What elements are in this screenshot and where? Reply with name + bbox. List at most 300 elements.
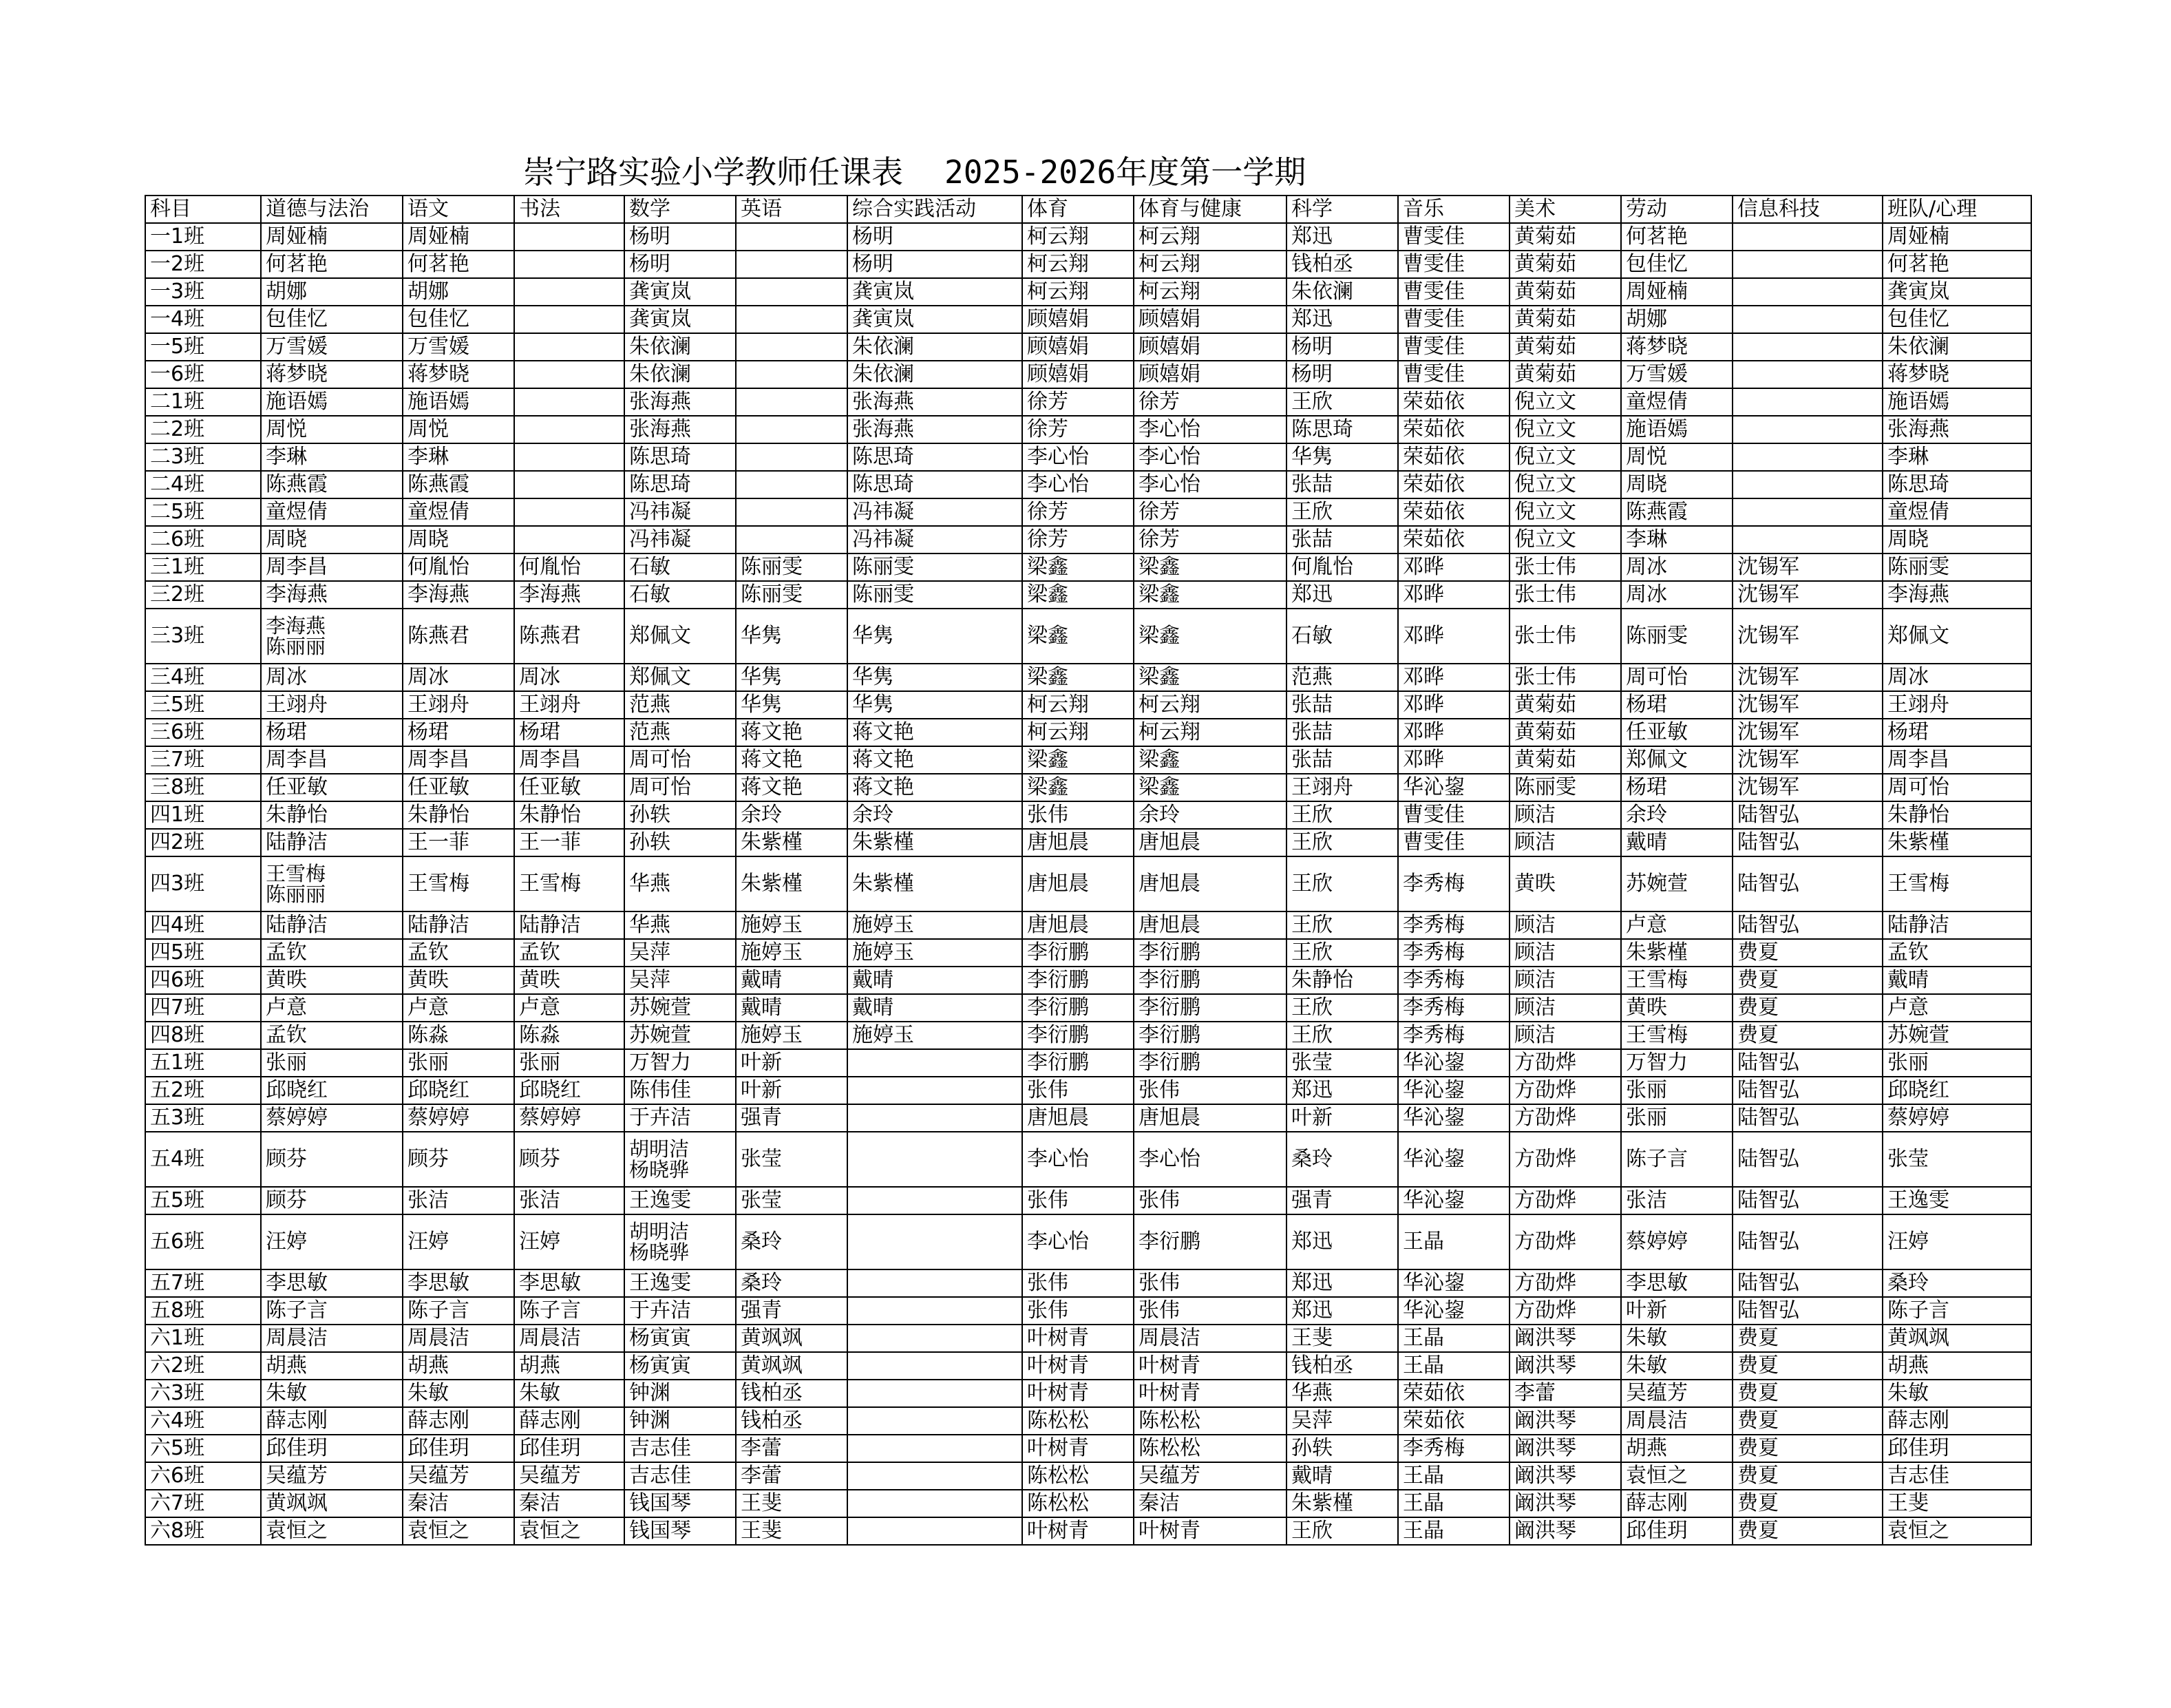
teacher-cell: 华隽 [736,691,847,719]
teacher-cell: 张丽 [514,1049,624,1077]
teacher-cell: 蒋梦晓 [403,361,514,388]
teacher-cell: 李秀梅 [1398,911,1510,939]
teacher-cell: 柯云翔 [1134,278,1286,306]
teacher-cell: 杨明 [1286,333,1398,361]
teacher-cell: 施语嫣 [1621,416,1733,443]
teacher-cell: 费夏 [1733,939,1883,967]
teacher-cell: 张喆 [1286,719,1398,746]
teacher-cell [514,388,624,416]
teacher-cell [736,388,847,416]
teacher-cell: 沈锡军 [1733,691,1883,719]
teacher-cell: 华隽 [736,664,847,691]
teacher-cell: 徐芳 [1134,388,1286,416]
teacher-cell: 陆智弘 [1733,1104,1883,1132]
teacher-cell: 王翊舟 [261,691,403,719]
class-name-cell: 六3班 [145,1380,261,1407]
teacher-cell: 戴晴 [736,967,847,994]
teacher-cell: 阚洪琴 [1510,1435,1621,1462]
teacher-cell: 施婷玉 [736,1022,847,1049]
teacher-cell [847,1435,1022,1462]
teacher-cell: 何胤怡 [514,553,624,581]
teacher-cell [847,1049,1022,1077]
teacher-cell: 柯云翔 [1134,691,1286,719]
teacher-cell: 曹雯佳 [1398,361,1510,388]
table-row [145,581,2031,609]
teacher-cell [1733,416,1883,443]
table-row [145,609,2031,664]
teacher-cell: 黄菊茹 [1510,223,1621,251]
teacher-cell [514,223,624,251]
teacher-cell: 陆智弘 [1733,1214,1883,1269]
teacher-cell: 倪立文 [1510,388,1621,416]
teacher-cell [514,471,624,498]
teacher-cell: 朱敏 [1621,1352,1733,1380]
class-name-cell: 四2班 [145,829,261,856]
table-row [145,306,2031,333]
class-name-cell: 二6班 [145,526,261,553]
teacher-cell: 唐旭晨 [1134,911,1286,939]
teacher-cell: 华隽 [847,609,1022,664]
teacher-cell: 王欣 [1286,498,1398,526]
teacher-cell: 王欣 [1286,801,1398,829]
teacher-cell [1733,333,1883,361]
teacher-cell: 华隽 [736,609,847,664]
teacher-cell: 余玲 [1134,801,1286,829]
column-header: 班队/心理 [1883,196,2031,223]
teacher-cell: 龚寅岚 [847,278,1022,306]
teacher-cell: 杨珺 [1621,774,1733,801]
teacher-cell: 周娅楠 [403,223,514,251]
teacher-cell: 邱佳玥 [1883,1435,2031,1462]
table-row [145,251,2031,278]
teacher-cell: 张喆 [1286,526,1398,553]
teacher-cell: 顾嬉娟 [1134,306,1286,333]
teacher-cell: 任亚敏 [261,774,403,801]
teacher-cell: 郑迅 [1286,223,1398,251]
teacher-cell: 顾芬 [514,1132,624,1187]
class-name-cell: 六4班 [145,1407,261,1435]
teacher-cell: 蔡婷婷 [1883,1104,2031,1132]
teacher-cell: 张海燕 [624,388,736,416]
teacher-cell: 戴晴 [1621,829,1733,856]
teacher-cell: 孟钦 [1883,939,2031,967]
teacher-cell: 童煜倩 [1883,498,2031,526]
teacher-cell: 朱静怡 [403,801,514,829]
teacher-cell: 王翊舟 [403,691,514,719]
teacher-cell: 张伟 [1022,1077,1134,1104]
table-row [145,223,2031,251]
teacher-cell: 桑玲 [736,1269,847,1297]
teacher-cell: 张丽 [1621,1104,1733,1132]
column-header: 语文 [403,196,514,223]
table-row [145,774,2031,801]
teacher-cell: 曹雯佳 [1398,306,1510,333]
class-name-cell: 五4班 [145,1132,261,1187]
teacher-cell: 王雪梅 [1621,967,1733,994]
teacher-cell: 陆智弘 [1733,911,1883,939]
teacher-cell: 叶树青 [1134,1517,1286,1545]
page-title [523,153,1306,191]
teacher-cell [1733,361,1883,388]
teacher-cell: 费夏 [1733,1490,1883,1517]
teacher-cell: 李秀梅 [1398,1435,1510,1462]
teacher-cell: 李海燕 [403,581,514,609]
teacher-cell: 龚寅岚 [624,278,736,306]
teacher-cell: 郑迅 [1286,1214,1398,1269]
teacher-cell: 胡娜 [1621,306,1733,333]
teacher-cell: 周晓 [261,526,403,553]
teacher-cell [847,1214,1022,1269]
teacher-cell: 汪婷 [403,1214,514,1269]
table-row [145,719,2031,746]
teacher-cell: 施婷玉 [736,939,847,967]
teacher-cell: 陆静洁 [261,829,403,856]
teacher-cell: 余玲 [847,801,1022,829]
teacher-cell: 秦洁 [514,1490,624,1517]
teacher-cell [514,251,624,278]
teacher-cell: 邓晔 [1398,691,1510,719]
teacher-cell: 陆智弘 [1733,1297,1883,1325]
teacher-cell: 陈丽雯 [847,581,1022,609]
teacher-cell: 顾嬉娟 [1022,306,1134,333]
teacher-cell: 孟钦 [403,939,514,967]
teacher-cell: 胡燕 [261,1352,403,1380]
teacher-cell: 秦洁 [1134,1490,1286,1517]
teacher-cell [514,443,624,471]
teacher-cell: 王欣 [1286,856,1398,911]
table-row [145,1407,2031,1435]
teacher-cell [1733,278,1883,306]
teacher-cell: 柯云翔 [1022,691,1134,719]
teacher-cell: 万智力 [1621,1049,1733,1077]
teacher-cell: 施语嫣 [261,388,403,416]
teacher-cell: 柯云翔 [1022,278,1134,306]
table-row [145,388,2031,416]
teacher-cell: 张伟 [1134,1269,1286,1297]
column-header: 道德与法治 [261,196,403,223]
teacher-cell: 周冰 [514,664,624,691]
teacher-cell: 郑佩文 [624,609,736,664]
teacher-cell: 李蕾 [1510,1380,1621,1407]
teacher-cell: 梁鑫 [1134,746,1286,774]
teacher-cell: 荣茹依 [1398,1407,1510,1435]
teacher-cell: 石敏 [624,581,736,609]
teacher-cell [514,333,624,361]
teacher-cell: 邱佳玥 [403,1435,514,1462]
teacher-cell: 李衍鹏 [1134,1214,1286,1269]
teacher-cell: 郑迅 [1286,1077,1398,1104]
teacher-cell: 李心怡 [1022,471,1134,498]
teacher-cell: 陈思琦 [624,443,736,471]
teacher-cell: 万雪媛 [403,333,514,361]
class-name-cell: 四1班 [145,801,261,829]
teacher-cell: 李秀梅 [1398,1022,1510,1049]
teacher-cell [514,361,624,388]
teacher-cell [736,443,847,471]
teacher-cell: 陈子言 [261,1297,403,1325]
teacher-cell: 梁鑫 [1022,774,1134,801]
teacher-cell: 方劭烨 [1510,1077,1621,1104]
teacher-cell: 陈子言 [514,1297,624,1325]
teacher-cell: 曹雯佳 [1398,829,1510,856]
school-title: 崇宁路实验小学教师任课表 [523,154,903,191]
teacher-cell: 张丽 [261,1049,403,1077]
teacher-cell: 陈燕君 [514,609,624,664]
teacher-cell: 薛志刚 [514,1407,624,1435]
teacher-cell: 薛志刚 [403,1407,514,1435]
teacher-cell [1733,251,1883,278]
teacher-cell: 张洁 [403,1187,514,1214]
teacher-cell: 任亚敏 [514,774,624,801]
teacher-cell: 阚洪琴 [1510,1325,1621,1352]
teacher-cell: 王翊舟 [1286,774,1398,801]
teacher-cell: 吉志佳 [624,1435,736,1462]
teacher-cell: 李蕾 [736,1462,847,1490]
class-name-cell: 五1班 [145,1049,261,1077]
teacher-cell: 王晶 [1398,1490,1510,1517]
teacher-cell: 朱敏 [514,1380,624,1407]
teacher-cell: 周李昌 [514,746,624,774]
teacher-cell: 龚寅岚 [1883,278,2031,306]
teacher-cell: 郑佩文 [1621,746,1733,774]
teacher-cell [847,1462,1022,1490]
class-name-cell: 四6班 [145,967,261,994]
table-row [145,1077,2031,1104]
table-row [145,801,2031,829]
teacher-cell: 周悦 [1621,443,1733,471]
teacher-cell: 吴萍 [1286,1407,1398,1435]
teacher-cell: 华沁鋆 [1398,1104,1510,1132]
teacher-cell: 石敏 [1286,609,1398,664]
teacher-cell: 周娅楠 [1883,223,2031,251]
teacher-cell: 柯云翔 [1022,251,1134,278]
teacher-cell: 张士伟 [1510,553,1621,581]
teacher-cell: 唐旭晨 [1022,856,1134,911]
teacher-cell: 费夏 [1733,994,1883,1022]
table-row [145,1214,2031,1269]
teacher-cell: 王斐 [1883,1490,2031,1517]
teacher-cell [847,1187,1022,1214]
teacher-cell: 梁鑫 [1022,553,1134,581]
teacher-cell: 叶树青 [1134,1352,1286,1380]
teacher-cell [514,498,624,526]
teacher-cell: 王一菲 [514,829,624,856]
teacher-cell: 陆智弘 [1733,829,1883,856]
teacher-cell: 徐芳 [1022,526,1134,553]
teacher-cell: 费夏 [1733,1352,1883,1380]
teacher-cell: 顾洁 [1510,1022,1621,1049]
class-name-cell: 四4班 [145,911,261,939]
teacher-cell: 顾洁 [1510,911,1621,939]
teacher-cell: 叶树青 [1022,1435,1134,1462]
teacher-cell: 邱晓红 [261,1077,403,1104]
teacher-cell: 张伟 [1134,1187,1286,1214]
teacher-cell: 包佳忆 [261,306,403,333]
teacher-cell: 万雪媛 [1621,361,1733,388]
class-name-cell: 二2班 [145,416,261,443]
teacher-cell [736,471,847,498]
teacher-cell: 华燕 [624,911,736,939]
teacher-cell: 朱依澜 [1883,333,2031,361]
teacher-cell: 张洁 [1621,1187,1733,1214]
teacher-cell: 包佳忆 [1883,306,2031,333]
class-name-cell: 五3班 [145,1104,261,1132]
teacher-cell: 张伟 [1022,1187,1134,1214]
teacher-cell: 邱晓红 [514,1077,624,1104]
table-body [145,223,2031,1545]
class-name-cell: 六7班 [145,1490,261,1517]
class-name-cell: 一6班 [145,361,261,388]
teacher-cell: 张士伟 [1510,609,1621,664]
class-name-cell: 三6班 [145,719,261,746]
table-row [145,829,2031,856]
table-row [145,994,2031,1022]
teacher-cell: 朱依澜 [1286,278,1398,306]
teacher-cell: 蒋梦晓 [261,361,403,388]
teacher-cell: 陈子言 [1621,1132,1733,1187]
table-row [145,333,2031,361]
teacher-cell: 施语嫣 [1883,388,2031,416]
teacher-cell: 戴晴 [1883,967,2031,994]
teacher-cell: 邓晔 [1398,719,1510,746]
teacher-cell: 王欣 [1286,829,1398,856]
teacher-cell: 胡明洁 杨晓骅 [624,1132,736,1187]
table-row [145,526,2031,553]
teacher-cell: 胡燕 [403,1352,514,1380]
teacher-cell: 陆静洁 [514,911,624,939]
teacher-cell: 胡明洁 杨晓骅 [624,1214,736,1269]
teacher-cell: 王雪梅 [514,856,624,911]
teacher-cell: 周晓 [1883,526,2031,553]
teacher-cell: 费夏 [1733,1407,1883,1435]
teacher-cell: 黄昳 [1510,856,1621,911]
teacher-cell: 强青 [736,1297,847,1325]
teacher-cell: 李秀梅 [1398,939,1510,967]
teacher-cell: 陈淼 [514,1022,624,1049]
teacher-cell: 万智力 [624,1049,736,1077]
teacher-cell: 张洁 [514,1187,624,1214]
teacher-cell: 周可怡 [624,746,736,774]
teacher-cell: 叶树青 [1022,1325,1134,1352]
teacher-cell: 王逸雯 [1883,1187,2031,1214]
teacher-cell: 何茗艳 [261,251,403,278]
teacher-cell: 张伟 [1134,1297,1286,1325]
teacher-cell: 孟钦 [514,939,624,967]
column-header: 科学 [1286,196,1398,223]
table-row [145,939,2031,967]
teacher-cell: 邱佳玥 [1621,1517,1733,1545]
class-name-cell: 一3班 [145,278,261,306]
teacher-cell: 周冰 [1621,581,1733,609]
teacher-cell: 沈锡军 [1733,746,1883,774]
teacher-cell: 荣茹依 [1398,443,1510,471]
teacher-cell: 李琳 [261,443,403,471]
teacher-cell [847,1104,1022,1132]
teacher-cell: 荣茹依 [1398,498,1510,526]
teacher-cell: 陈燕霞 [1621,498,1733,526]
column-header: 综合实践活动 [847,196,1022,223]
teacher-cell: 张海燕 [847,416,1022,443]
teacher-cell: 王雪梅 [1883,856,2031,911]
teacher-cell: 曹雯佳 [1398,223,1510,251]
teacher-cell: 陈思琦 [1286,416,1398,443]
teacher-cell: 唐旭晨 [1022,1104,1134,1132]
teacher-cell: 张丽 [403,1049,514,1077]
teacher-cell: 费夏 [1733,967,1883,994]
teacher-cell: 陈丽雯 [736,581,847,609]
table-row [145,1490,2031,1517]
teacher-cell: 李衍鹏 [1022,1022,1134,1049]
teacher-cell: 黄飒飒 [261,1490,403,1517]
teacher-cell: 戴晴 [1286,1462,1398,1490]
teacher-cell: 蒋文艳 [847,746,1022,774]
teacher-cell: 孙轶 [624,801,736,829]
teacher-cell: 顾嬉娟 [1022,333,1134,361]
teacher-cell: 方劭烨 [1510,1104,1621,1132]
teacher-cell: 王逸雯 [624,1269,736,1297]
teacher-cell: 何茗艳 [1621,223,1733,251]
teacher-cell: 王雪梅 [1621,1022,1733,1049]
teacher-cell: 阚洪琴 [1510,1490,1621,1517]
teacher-cell: 叶树青 [1134,1380,1286,1407]
column-header: 信息科技 [1733,196,1883,223]
teacher-cell: 任亚敏 [1621,719,1733,746]
teacher-cell: 周娅楠 [261,223,403,251]
teacher-cell: 周李昌 [403,746,514,774]
class-name-cell: 四5班 [145,939,261,967]
teacher-cell: 李心怡 [1022,1132,1134,1187]
teacher-cell: 袁恒之 [1621,1462,1733,1490]
teacher-cell: 朱敏 [1883,1380,2031,1407]
teacher-cell: 李思敏 [261,1269,403,1297]
teacher-cell [736,278,847,306]
teacher-cell: 张喆 [1286,471,1398,498]
teacher-cell: 童煜倩 [261,498,403,526]
teacher-cell: 胡燕 [514,1352,624,1380]
teacher-cell: 杨明 [624,223,736,251]
teacher-cell: 李心怡 [1134,471,1286,498]
teacher-cell: 柯云翔 [1022,223,1134,251]
table-row [145,1435,2031,1462]
teacher-cell [736,416,847,443]
teacher-cell: 蒋梦晓 [1883,361,2031,388]
teacher-cell [514,306,624,333]
teacher-cell [1733,388,1883,416]
column-header: 劳动 [1621,196,1733,223]
class-name-cell: 二3班 [145,443,261,471]
teacher-cell: 王欣 [1286,388,1398,416]
teacher-cell: 李海燕 陈丽丽 [261,609,403,664]
teacher-cell: 孙轶 [624,829,736,856]
teacher-cell: 张莹 [736,1132,847,1187]
class-name-cell: 二1班 [145,388,261,416]
teacher-cell: 李衍鹏 [1134,1049,1286,1077]
teacher-cell [736,333,847,361]
header-row [145,196,2031,223]
teacher-cell: 方劭烨 [1510,1214,1621,1269]
teacher-cell [847,1380,1022,1407]
teacher-cell: 黄菊茹 [1510,278,1621,306]
teacher-cell: 苏婉萱 [1883,1022,2031,1049]
teacher-cell: 黄菊茹 [1510,333,1621,361]
teacher-cell: 戴晴 [847,994,1022,1022]
teacher-cell: 叶新 [1286,1104,1398,1132]
teacher-cell: 李衍鹏 [1022,939,1134,967]
teacher-cell: 卢意 [261,994,403,1022]
teacher-cell: 张丽 [1883,1049,2031,1077]
teacher-schedule-table [145,195,2032,1546]
class-name-cell: 五7班 [145,1269,261,1297]
